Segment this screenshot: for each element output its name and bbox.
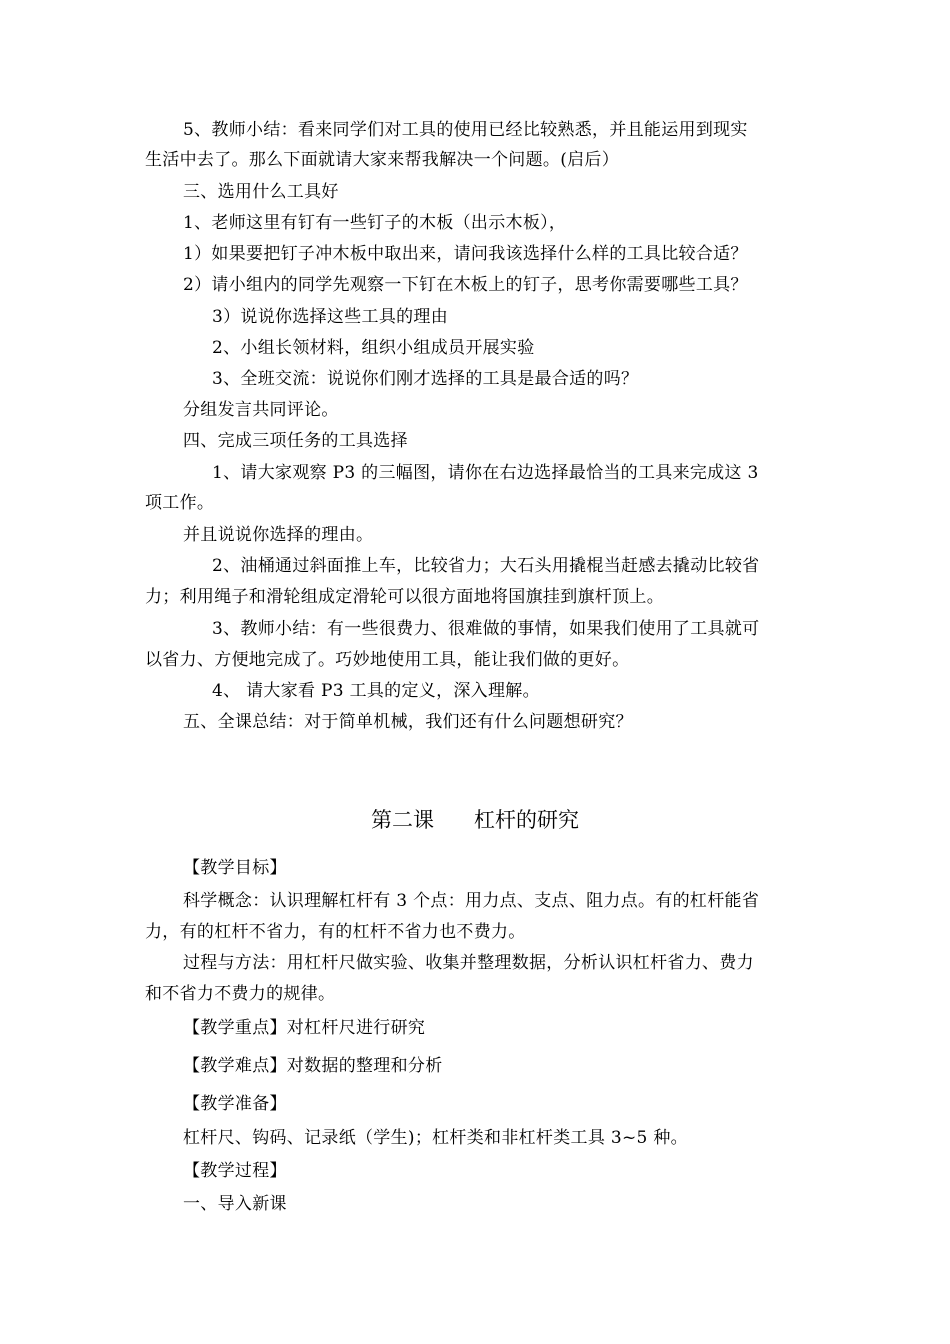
section-heading: 【教学重点】对杠杆尺进行研究	[183, 1018, 426, 1038]
paragraph-line: 力；利用绳子和滑轮组成定滑轮可以很方面地将国旗挂到旗杆顶上。	[145, 587, 664, 607]
paragraph-line: 力，有的杠杆不省力，有的杠杆不省力也不费力。	[145, 922, 526, 942]
paragraph-line: 并且说说你选择的理由。	[183, 525, 374, 545]
section-heading: 四、完成三项任务的工具选择	[183, 431, 408, 451]
paragraph-line: 1、请大家观察 P3 的三幅图，请你在右边选择最恰当的工具来完成这 3	[212, 463, 759, 483]
paragraph-line: 3、全班交流：说说你们刚才选择的工具是最合适的吗？	[212, 369, 639, 389]
paragraph-line: 科学概念：认识理解杠杆有 3 个点：用力点、支点、阻力点。有的杠杆能省	[183, 891, 760, 911]
paragraph-line: 2）请小组内的同学先观察一下钉在木板上的钉子，思考你需要哪些工具？	[183, 275, 748, 295]
paragraph-line: 1）如果要把钉子冲木板中取出来，请问我该选择什么样的工具比较合适？	[183, 244, 748, 264]
section-heading: 一、导入新课	[183, 1194, 287, 1214]
lesson-title: 第二课 杠杆的研究	[370, 808, 580, 832]
paragraph-line: 杠杆尺、钩码、记录纸（学生)；杠杆类和非杠杆类工具 3~5 种。	[183, 1128, 688, 1148]
paragraph-line: 分组发言共同评论。	[183, 400, 339, 420]
paragraph-line: 生活中去了。那么下面就请大家来帮我解决一个问题。(启后）	[145, 150, 620, 170]
paragraph-line: 2、小组长领材料，组织小组成员开展实验	[212, 338, 535, 358]
section-heading: 五、全课总结：对于简单机械，我们还有什么问题想研究？	[183, 712, 633, 732]
paragraph-line: 过程与方法：用杠杆尺做实验、收集并整理数据，分析认识杠杆省力、费力	[183, 953, 754, 973]
section-heading: 三、选用什么工具好	[183, 182, 339, 202]
paragraph-line: 3、教师小结：有一些很费力、很难做的事情，如果我们使用了工具就可	[212, 619, 760, 639]
paragraph-line: 5、教师小结：看来同学们对工具的使用已经比较熟悉，并且能运用到现实	[183, 120, 748, 140]
paragraph-line: 项工作。	[145, 493, 215, 513]
paragraph-line: 4、 请大家看 P3 工具的定义，深入理解。	[212, 681, 540, 701]
paragraph-line: 1、老师这里有钉有一些钉子的木板（出示木板），	[183, 213, 567, 233]
paragraph-line: 2、油桶通过斜面推上车，比较省力；大石头用撬棍当赶感去撬动比较省	[212, 556, 760, 576]
paragraph-line: 和不省力不费力的规律。	[145, 984, 336, 1004]
section-heading: 【教学难点】对数据的整理和分析	[183, 1056, 443, 1076]
paragraph-line: 3）说说你选择这些工具的理由	[212, 307, 449, 327]
section-heading: 【教学目标】	[183, 858, 287, 878]
section-heading: 【教学准备】	[183, 1094, 287, 1114]
section-heading: 【教学过程】	[183, 1161, 287, 1181]
paragraph-line: 以省力、方便地完成了。巧妙地使用工具，能让我们做的更好。	[145, 650, 630, 670]
